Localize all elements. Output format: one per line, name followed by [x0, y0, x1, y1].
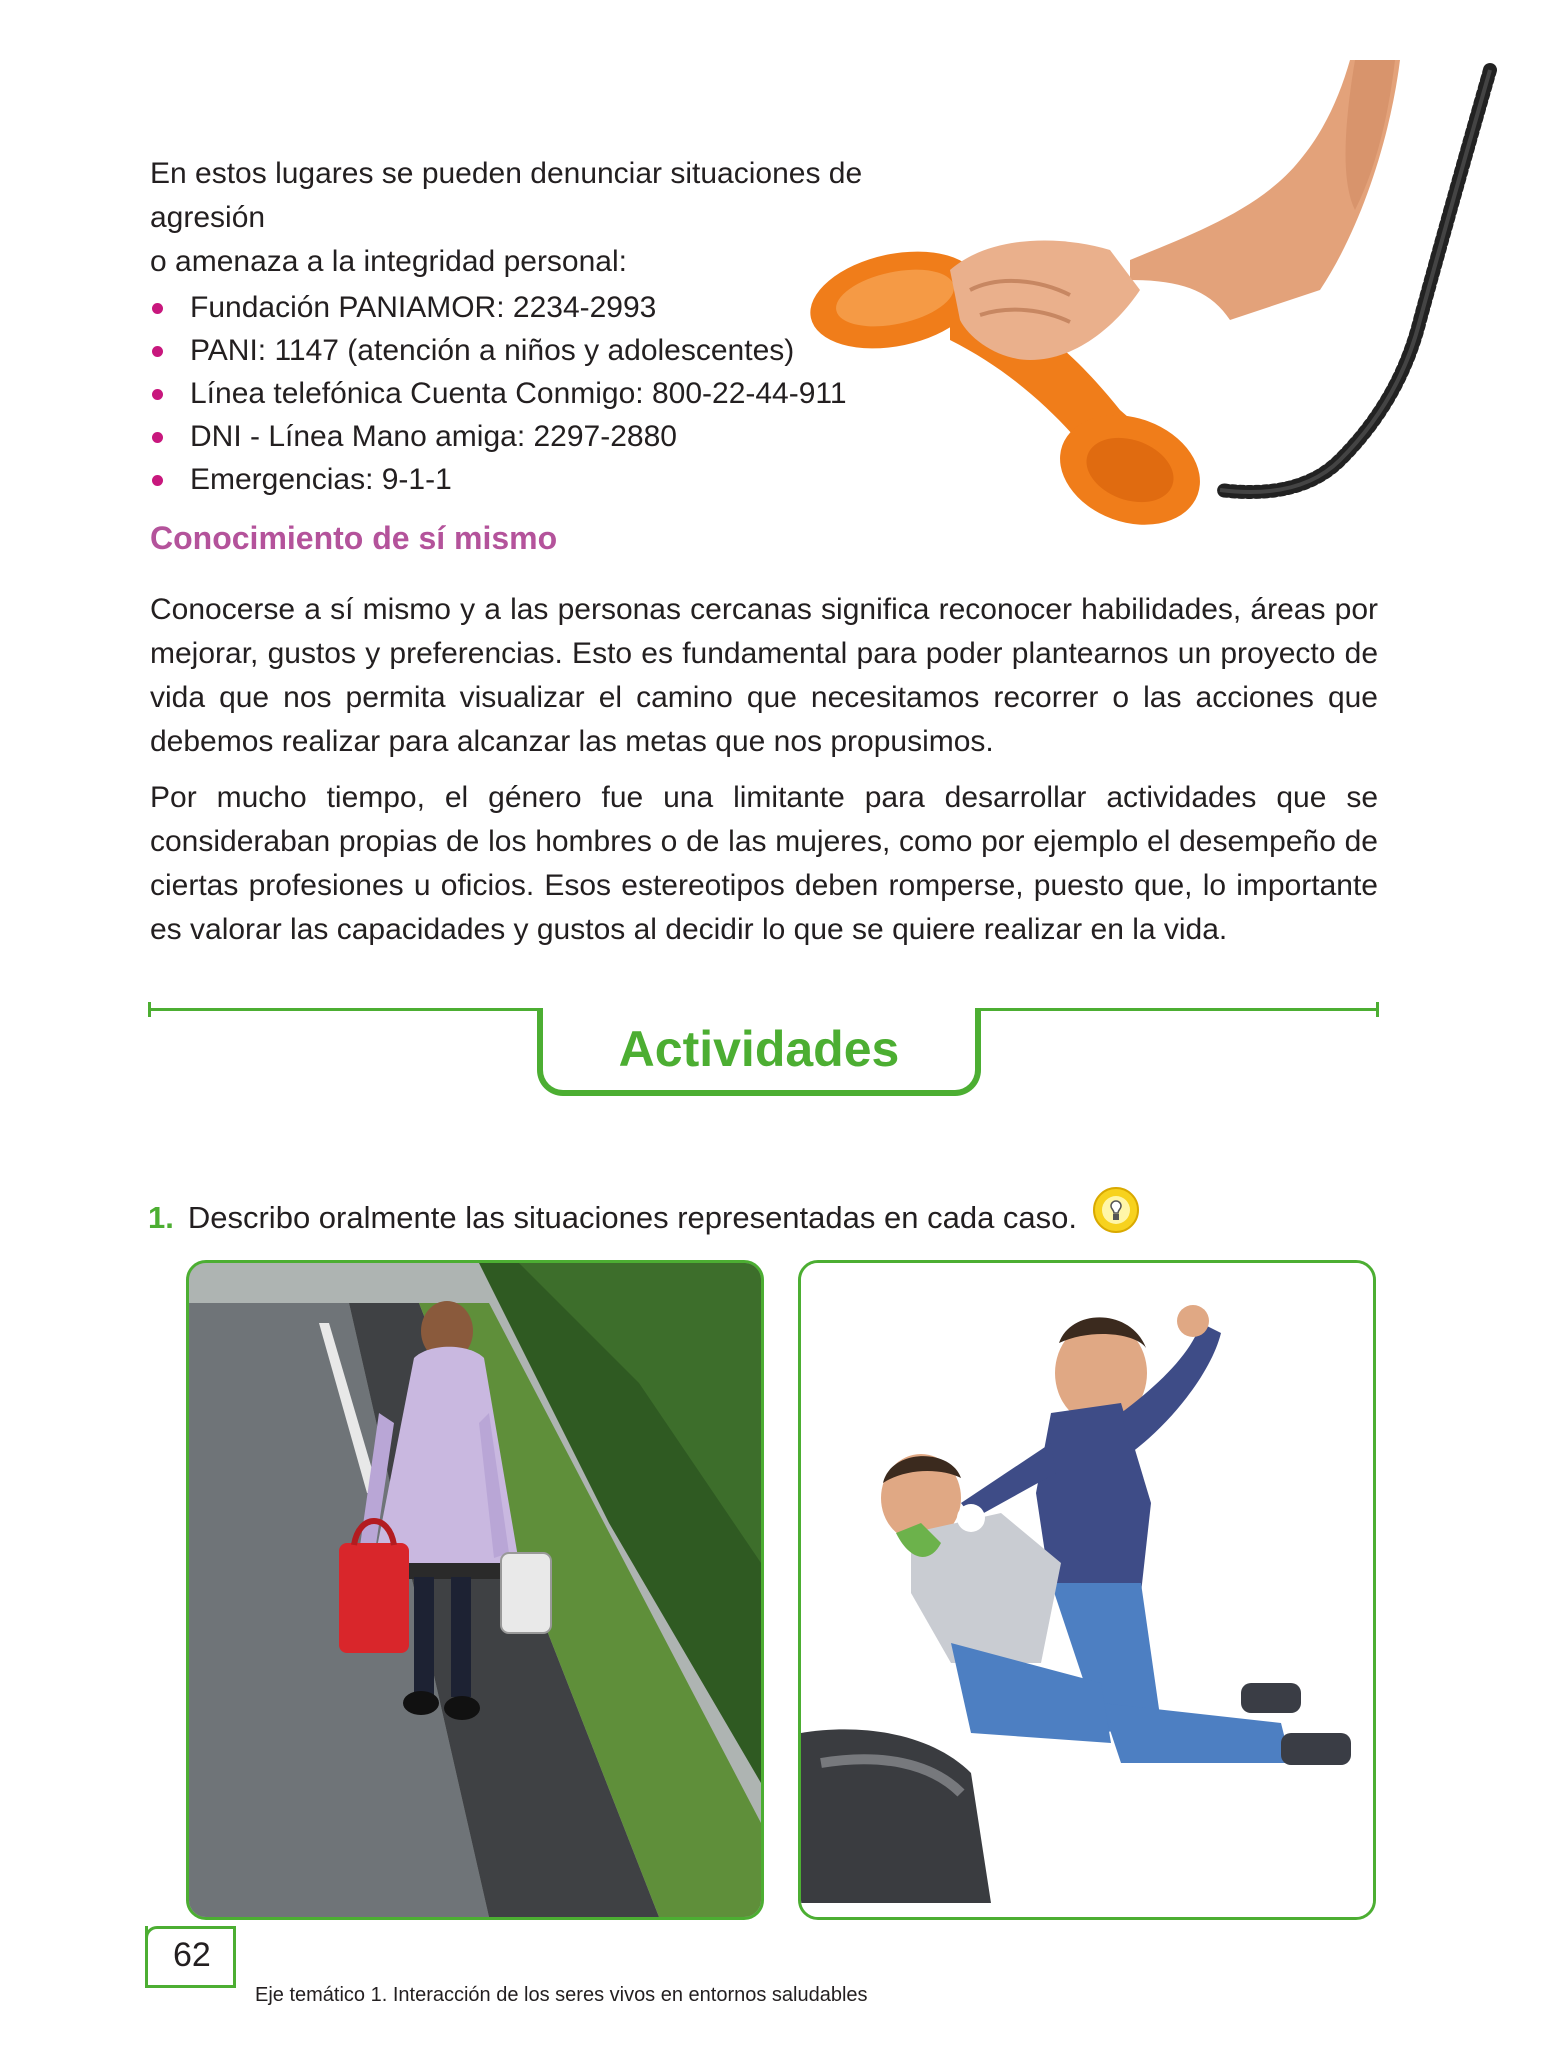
lightbulb-icon	[1092, 1186, 1140, 1234]
section-paragraph-2: Por mucho tiempo, el género fue una limitante para desarrollar actividades que se consideraban propias de los hombres o de las mujeres, como por ejemplo el desempeño de ciertas profesiones u oficios. Esos estereotipos deben romperse, puesto que, lo importante es valorar las capacidades y gustos al decidir lo que se quiere realizar en la vida.	[150, 781, 1378, 946]
page-number: 62	[173, 1936, 211, 1974]
phone-handset-illustration	[800, 60, 1500, 540]
intro-line-2: o amenaza a la integridad personal:	[150, 245, 627, 278]
contact-item: Emergencias: 9-1-1	[150, 458, 847, 501]
contact-item: Línea telefónica Cuenta Conmigo: 800-22-44-911	[150, 372, 847, 415]
footer-divider	[233, 1926, 236, 1988]
activity-item-1	[148, 1186, 1140, 1236]
section-heading: Conocimiento de sí mismo	[150, 520, 558, 556]
separator-end-right	[1376, 1002, 1379, 1017]
contact-item: PANI: 1147 (atención a niños y adolescentes)	[150, 329, 847, 372]
photo-boys-fighting	[798, 1260, 1376, 1920]
activity-text: Describo oralmente las situaciones representadas en cada caso.	[187, 1200, 1078, 1235]
activity-number: 1.	[148, 1200, 174, 1235]
contact-list	[150, 286, 847, 501]
section-paragraph-1: Conocerse a sí mismo y a las personas cercanas significa reconocer habilidades, áreas por mejorar, gustos y preferencias. Esto es fundamental para poder plantearnos un proyecto de vida que nos permita visualizar el camino que necesitamos recorrer o las acciones que debemos realizar para alcanzar las metas que nos propusimos.	[150, 593, 1378, 758]
activities-title: Actividades	[618, 1021, 900, 1077]
contact-item: DNI - Línea Mano amiga: 2297-2880	[150, 415, 847, 458]
activities-tab	[537, 1008, 981, 1096]
photo-girl-walking	[186, 1260, 764, 1920]
intro-line-1: En estos lugares se pueden denunciar situaciones de agresión	[150, 157, 863, 234]
separator-end-left	[148, 1002, 151, 1017]
contact-item: Fundación PANIAMOR: 2234-2993	[150, 286, 847, 329]
footer-text: Eje temático 1. Interacción de los seres vivos en entornos saludables	[255, 1984, 868, 2006]
